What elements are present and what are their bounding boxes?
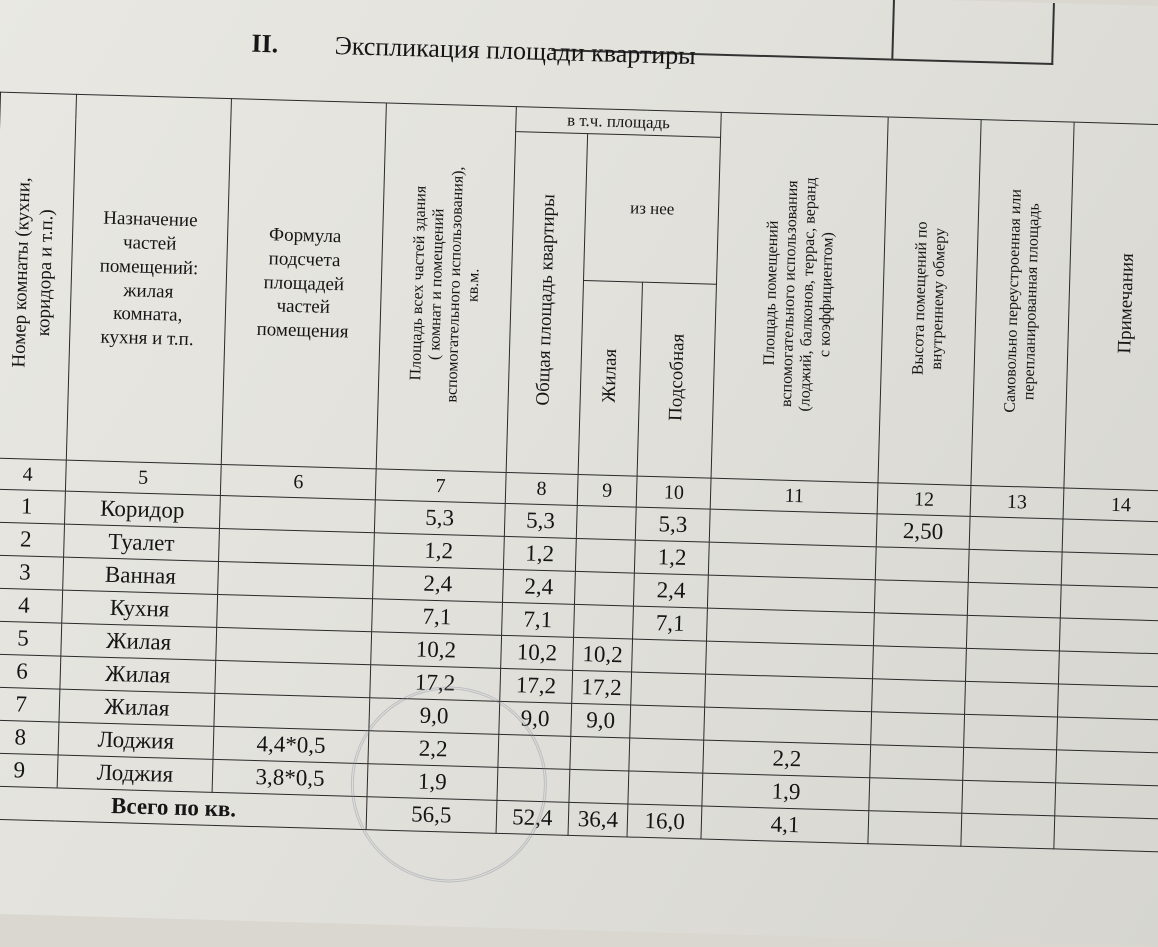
header-aux-area: Площадь помещений вспомогательного использования (лоджий, балконов, террас, веранд с коэффициентом) — [712, 112, 889, 483]
cell-name: Ванная — [62, 557, 219, 594]
cell-c10 — [630, 705, 705, 740]
cell-n: 3 — [0, 555, 63, 590]
cell-formula: 4,4*0,5 — [213, 726, 369, 763]
cell-name: Туалет — [63, 524, 220, 561]
cell-c13 — [967, 582, 1061, 618]
total-c8: 52,4 — [496, 800, 569, 835]
cell-c9 — [569, 769, 629, 804]
cell-c14 — [1060, 585, 1158, 621]
col-number: 13 — [970, 485, 1064, 519]
cell-name: Лоджия — [58, 722, 215, 759]
cell-c13 — [965, 681, 1059, 717]
header-purpose: Назначение частей помещений: жилая комната, кухня и т.п. — [66, 94, 232, 464]
cell-c12 — [874, 580, 968, 616]
header-of-which: из нее — [583, 134, 721, 285]
cell-formula — [215, 660, 371, 697]
col-number: 14 — [1063, 488, 1158, 522]
cell-n: 4 — [0, 588, 62, 623]
cell-c12 — [872, 679, 966, 715]
cell-name: Жилая — [59, 656, 216, 693]
cell-name: Жилая — [60, 623, 217, 660]
cell-c10: 1,2 — [634, 540, 709, 575]
total-c14 — [1054, 816, 1158, 852]
cell-c11 — [708, 575, 875, 613]
cell-n: 7 — [0, 687, 59, 722]
cell-name: Коридор — [64, 491, 221, 528]
cell-c11 — [704, 707, 871, 745]
total-c12 — [868, 811, 962, 847]
col-number: 4 — [0, 458, 66, 491]
cell-c9 — [574, 571, 634, 606]
section-number: II. — [251, 28, 279, 59]
cell-c11 — [710, 509, 877, 547]
col-number: 11 — [711, 478, 878, 514]
cell-c7: 7,1 — [372, 599, 503, 636]
cell-formula — [220, 495, 376, 532]
cell-c8: 7,1 — [501, 602, 574, 637]
cell-c10 — [628, 771, 703, 806]
cell-n: 1 — [0, 489, 65, 524]
cell-c10: 2,4 — [633, 573, 708, 608]
cell-c9 — [576, 505, 636, 540]
cell-c7: 5,3 — [374, 500, 505, 537]
cell-c13 — [969, 516, 1063, 552]
cell-c8: 9,0 — [499, 701, 572, 736]
col-number: 12 — [877, 483, 971, 517]
cell-formula — [217, 594, 373, 631]
cell-formula — [214, 693, 370, 730]
cell-c14 — [1062, 519, 1158, 555]
col-number: 5 — [65, 460, 222, 495]
header-notes: Примечания — [1064, 122, 1158, 491]
header-formula: Формула подсчета площадей частей помещения — [221, 99, 386, 469]
cell-name: Лоджия — [57, 755, 214, 792]
cell-c13 — [965, 648, 1059, 684]
cell-c7: 1,2 — [373, 533, 504, 570]
cell-c14 — [1055, 783, 1158, 819]
cell-c7: 2,2 — [368, 731, 499, 768]
cell-formula — [218, 561, 374, 598]
cell-formula — [216, 627, 372, 664]
total-c9: 36,4 — [568, 802, 628, 837]
col-number: 9 — [577, 474, 637, 507]
cell-c10 — [632, 639, 707, 674]
cell-c7: 10,2 — [371, 632, 502, 669]
cell-c9: 10,2 — [573, 637, 633, 672]
cell-c12 — [869, 778, 963, 814]
cell-c13 — [968, 549, 1062, 585]
col-number: 10 — [636, 476, 711, 509]
cell-c7: 9,0 — [369, 698, 500, 735]
cell-c9 — [575, 538, 635, 573]
cell-c10 — [629, 738, 704, 773]
section-title: Экспликация площади квартиры — [334, 30, 697, 71]
header-unauthorized: Самовольно переустроенная или перепланированная площадь — [971, 120, 1074, 488]
cell-c11 — [707, 608, 874, 646]
cell-formula — [219, 528, 375, 565]
header-group-area: в т.ч. площадь — [515, 107, 721, 138]
cell-n: 5 — [0, 621, 61, 656]
cell-c10: 7,1 — [633, 606, 708, 641]
cell-c13 — [962, 780, 1056, 816]
total-c10: 16,0 — [627, 804, 702, 839]
cell-c9 — [573, 604, 633, 639]
cell-formula: 3,8*0,5 — [212, 759, 368, 796]
cell-c12 — [870, 745, 964, 781]
cell-c10 — [631, 672, 706, 707]
cell-c9: 9,0 — [571, 703, 631, 738]
cell-c14 — [1061, 552, 1158, 588]
cell-c12 — [873, 646, 967, 682]
cell-c8: 2,4 — [502, 569, 575, 604]
cell-c8: 1,2 — [503, 536, 576, 571]
explication-table — [0, 92, 1158, 853]
cell-n: 2 — [0, 522, 64, 557]
cell-c11 — [709, 542, 876, 580]
total-label: Всего по кв. — [0, 786, 367, 830]
cell-c12 — [875, 547, 969, 583]
cell-c7: 17,2 — [370, 665, 501, 702]
header-height: Высота помещений по внутреннему обмеру — [878, 117, 981, 485]
header-living: Жилая — [578, 281, 642, 476]
cell-c13 — [964, 714, 1058, 750]
cell-c8: 5,3 — [504, 503, 577, 538]
cell-name: Жилая — [58, 689, 215, 726]
cell-c11 — [705, 674, 872, 712]
header-total-area: Площадь всех частей здания ( комнат и помещений вспомогательного использования), кв.м. — [376, 103, 516, 472]
total-c13 — [961, 813, 1055, 849]
cell-c8: 17,2 — [499, 668, 572, 703]
col-number: 6 — [221, 464, 377, 499]
cell-c7: 2,4 — [373, 566, 504, 603]
cell-n: 9 — [0, 753, 58, 788]
cell-c14 — [1057, 684, 1158, 720]
header-utility: Подсобная — [637, 283, 717, 479]
cell-c14 — [1058, 651, 1158, 687]
total-c7: 56,5 — [366, 797, 497, 834]
total-c11: 4,1 — [701, 806, 868, 844]
cell-c12 — [871, 712, 965, 748]
cell-name: Кухня — [61, 590, 218, 627]
header-total-apartment-area: Общая площадь квартиры — [506, 132, 588, 475]
cell-c8: 10,2 — [500, 635, 573, 670]
cell-c7: 1,9 — [367, 764, 498, 801]
cell-c9 — [570, 736, 630, 771]
cell-c9: 17,2 — [572, 670, 632, 705]
col-number: 8 — [505, 472, 578, 505]
cell-c10: 5,3 — [635, 507, 710, 542]
cell-c13 — [963, 747, 1057, 783]
header-room-number: Номер комнаты (кухни, коридора и т.п.) — [0, 92, 76, 460]
cell-c14 — [1056, 750, 1158, 786]
cell-c14 — [1056, 717, 1158, 753]
cell-c11: 1,9 — [702, 773, 869, 811]
col-number: 7 — [375, 469, 506, 504]
cell-c12 — [873, 613, 967, 649]
cell-c14 — [1059, 618, 1158, 654]
cell-c13 — [966, 615, 1060, 651]
cell-c12: 2,50 — [876, 514, 970, 550]
cell-n: 8 — [0, 720, 58, 755]
cell-n: 6 — [0, 654, 60, 689]
cell-c11: 2,2 — [703, 740, 870, 778]
cell-c11 — [706, 641, 873, 679]
